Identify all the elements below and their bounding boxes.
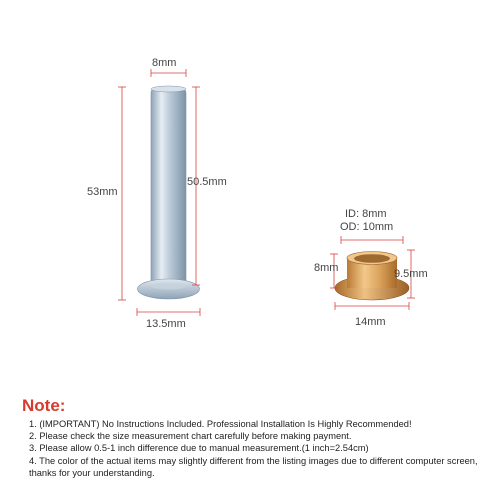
pin-head-neck (151, 283, 186, 290)
pin-shaft-length-label: 50.5mm (187, 176, 227, 188)
pin-top-width-label: 8mm (152, 57, 177, 69)
bushing-outer-diameter-label: OD: 10mm (340, 221, 394, 233)
bushing-inner-diameter-label: ID: 8mm (345, 208, 387, 220)
pin-head-diameter-label: 13.5mm (146, 318, 186, 330)
bushing-hole (354, 254, 390, 263)
note-title: Note: (22, 396, 66, 415)
note-item: 3. Please allow 0.5-1 inch difference due to manual measurement.(1 inch=2.54cm) (29, 443, 369, 454)
bushing-total-height-label: 9.5mm (394, 268, 428, 280)
pin-shaft (151, 88, 186, 288)
bushing-body-height-label: 8mm (314, 262, 339, 274)
note-item: 1. (IMPORTANT) No Instructions Included. Professional Installation Is Highly Recommended! (29, 419, 412, 429)
note-item: 4. The color of the actual items may slightly different from the listing images due to different computer screen, thanks for your understanding. (29, 455, 478, 478)
pin-total-length-label: 53mm (87, 186, 118, 198)
pin-top (151, 86, 186, 92)
note-list (29, 418, 495, 479)
note-item: 2. Please check the size measurement chart carefully before making payment. (29, 431, 352, 442)
pin-illustration (138, 86, 200, 299)
bushing-flange-diameter-label: 14mm (355, 316, 386, 328)
